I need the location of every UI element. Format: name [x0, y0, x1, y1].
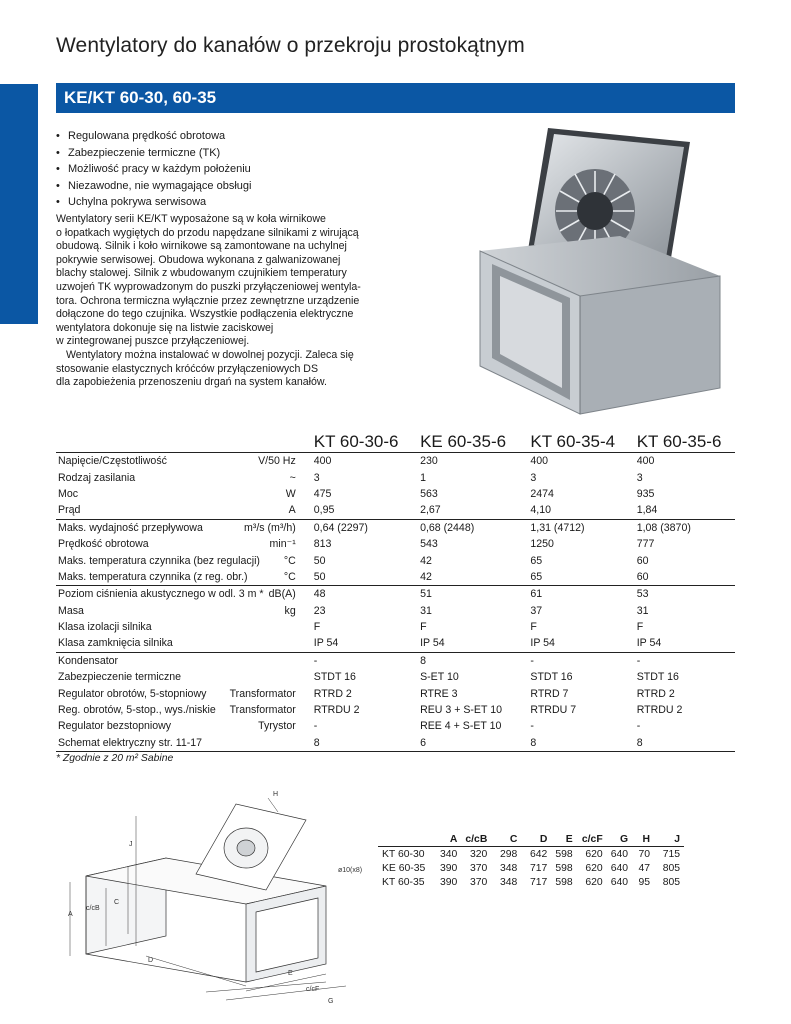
spec-row-label: Masa kg	[56, 603, 312, 619]
spec-cell: RTRD 2	[636, 687, 675, 700]
spec-row-unit: min⁻¹	[269, 538, 296, 551]
bullet-icon: •	[56, 130, 60, 142]
spec-cell: 8	[635, 735, 735, 752]
spec-cell: 8	[420, 654, 426, 667]
spec-row-label: Regulator obrotów, 5-stopniowy Transformator	[56, 685, 312, 701]
spec-row-label: Rodzaj zasilania ~	[56, 469, 312, 485]
spec-row-unit: °C	[283, 554, 296, 567]
spec-row-label: Maks. wydajność przepływowa m³/s (m³/h)	[56, 519, 312, 536]
spec-cell: -	[313, 720, 318, 733]
spec-body	[56, 453, 735, 752]
spec-row	[56, 635, 735, 652]
spec-cell: 0,68 (2448)	[420, 521, 475, 534]
spec-row-unit: kg	[284, 604, 296, 617]
spec-row-label: Schemat elektryczny str. 11-17	[56, 735, 312, 752]
spec-row-unit	[296, 637, 310, 649]
spec-cell: STDT 16	[313, 671, 356, 684]
spec-row-unit: °C	[283, 570, 296, 583]
spec-cell: 1250	[530, 538, 554, 551]
feature-item: • Regulowana prędkość obrotowa	[56, 130, 226, 142]
spec-row-unit: V/50 Hz	[258, 455, 296, 468]
spec-row-label: Moc W	[56, 486, 312, 502]
spec-cell: 400	[636, 455, 655, 468]
bullet-icon: •	[56, 163, 60, 175]
spec-cell: -	[636, 720, 641, 733]
spec-row	[56, 669, 735, 685]
spec-cell: 50	[313, 554, 326, 567]
dim-label-J: J	[129, 841, 133, 848]
spec-row	[56, 685, 735, 701]
spec-cell: 51	[420, 588, 432, 601]
spec-row-label: Poziom ciśnienia akustycznego w odl. 3 m * dB(A)	[56, 586, 312, 603]
spec-cell: STDT 16	[530, 671, 573, 684]
spec-cell: 8	[528, 735, 634, 752]
bullet-icon: •	[56, 146, 60, 159]
spec-cell: 0,64 (2297)	[313, 521, 368, 534]
dim-label-A: A	[68, 911, 73, 918]
spec-cell: 6	[418, 735, 528, 752]
spec-cell: -	[530, 654, 534, 667]
spec-row-unit: m³/s (m³/h)	[243, 521, 296, 534]
dims-cell: 598	[555, 848, 573, 860]
spec-cell: 3	[530, 471, 537, 484]
model-header: KE 60-35-6	[420, 431, 507, 451]
spec-row	[56, 552, 735, 568]
spec-cell: 50	[312, 569, 418, 586]
dims-header-row: A c/cB C D E c/cF G H J	[378, 832, 684, 847]
spec-row-label: Klasa zamknięcia silnika	[56, 635, 312, 652]
dim-label-cF: c/cF	[306, 986, 320, 993]
spec-row-unit: dB(A)	[268, 588, 296, 601]
feature-item: • Niezawodne, nie wymagające obsługi	[56, 179, 252, 192]
spec-cell: RTRDU 7	[530, 704, 577, 717]
spec-cell: IP 54	[528, 635, 634, 652]
spec-cell: 935	[636, 487, 655, 500]
dim-label-G: G	[328, 998, 334, 1005]
feature-item: • Możliwość pracy w każdym położeniu	[56, 163, 251, 175]
dims-cell: 370	[470, 876, 488, 888]
page-title: Wentylatory do kanałów o przekroju prostokątnym	[56, 34, 525, 57]
spec-row	[56, 735, 735, 752]
spec-row-unit	[296, 655, 310, 667]
spec-cell: IP 54	[312, 635, 418, 652]
spec-row-unit	[296, 737, 310, 749]
spec-cell: 543	[420, 538, 438, 551]
spec-cell: S-ET 10	[420, 671, 459, 684]
dims-cell: 640	[610, 848, 629, 860]
description-p2: Wentylatory można instalować w dowolnej pozycji. Zaleca się stosowanie elastycznych króćców przyłączeniowych DS dla zapobieżenia przenoszeniu drgań na system kanałów.	[56, 348, 354, 389]
spec-row-label: Reg. obrotów, 5-stop., wys./niskie Transformator	[56, 702, 312, 718]
spec-cell: 60	[636, 554, 649, 567]
product-banner: KE/KT 60-30, 60-35	[56, 83, 735, 113]
spec-cell: 230	[420, 455, 438, 468]
spec-row-label: Kondensator	[56, 652, 312, 669]
dim-label-hole: ø10(x8)	[338, 867, 363, 874]
dims-cell: 47	[638, 862, 651, 874]
dims-cell: 340	[440, 848, 458, 860]
spec-cell: 813	[313, 538, 332, 551]
spec-row	[56, 519, 735, 536]
spec-row-unit: W	[285, 487, 296, 500]
spec-row-unit	[296, 671, 310, 683]
spec-cell: RTRD 2	[313, 687, 352, 700]
spec-row	[56, 569, 735, 586]
spec-cell: 31	[636, 604, 649, 617]
spec-cell: 31	[420, 604, 432, 617]
dims-model: KT 60-30	[382, 848, 425, 860]
dims-cell: 620	[585, 876, 603, 888]
spec-cell: 48	[313, 588, 326, 601]
spec-cell: 1,31 (4712)	[530, 521, 585, 534]
dim-label-D: D	[148, 957, 154, 964]
spec-row-unit: ~	[289, 471, 296, 484]
spec-row	[56, 469, 735, 485]
dims-cell: 640	[610, 876, 629, 888]
dims-cell: 805	[662, 876, 681, 888]
spec-cell: 777	[636, 538, 655, 551]
spec-cell: IP 54	[635, 635, 735, 652]
spec-row-unit: Transformator	[229, 687, 296, 700]
spec-row	[56, 453, 735, 470]
spec-cell: RTRDU 2	[636, 704, 683, 717]
spec-cell: F	[313, 621, 321, 634]
spec-cell: -	[636, 654, 641, 667]
dims-cell: 298	[500, 848, 518, 860]
bullet-icon: •	[56, 179, 60, 192]
dims-body	[378, 847, 684, 890]
dims-cell: 390	[440, 876, 458, 888]
spec-cell: RTRD 7	[530, 687, 569, 700]
dims-cell: 717	[530, 862, 548, 874]
spec-row	[56, 586, 735, 603]
spec-cell: 2474	[530, 487, 554, 500]
spec-row-unit: Tyrystor	[258, 720, 296, 733]
spec-row	[56, 652, 735, 669]
dimension-drawing	[56, 786, 376, 1014]
spec-cell: RTRDU 2	[313, 704, 360, 717]
spec-cell: 4,10	[528, 502, 634, 519]
spec-cell: -	[313, 654, 318, 667]
spec-cell: -	[530, 720, 534, 733]
spec-cell: RTRE 3	[420, 687, 458, 700]
dims-cell: 640	[610, 862, 629, 874]
spec-cell: 3	[313, 471, 320, 484]
spec-cell: REE 4 + S-ET 10	[420, 720, 502, 733]
spec-cell: 563	[420, 487, 438, 500]
spec-cell: 2,67	[418, 502, 528, 519]
spec-cell: 1,08 (3870)	[636, 521, 691, 534]
spec-row-unit	[296, 621, 310, 633]
spec-cell: IP 54	[418, 635, 528, 652]
footnote: * Zgodnie z 20 m² Sabine	[56, 753, 174, 764]
spec-row-unit: A	[288, 504, 296, 517]
dim-label-C: C	[114, 899, 120, 906]
dims-cell: 348	[500, 862, 518, 874]
dim-label-E: E	[288, 970, 293, 977]
dims-cell: 620	[585, 862, 603, 874]
spec-row	[56, 619, 735, 635]
dims-cell: 715	[662, 848, 681, 860]
spec-cell: F	[530, 621, 537, 634]
dims-row	[378, 875, 684, 889]
dims-cell: 348	[500, 876, 518, 888]
spec-cell: REU 3 + S-ET 10	[420, 704, 503, 717]
spec-row	[56, 486, 735, 502]
spec-row	[56, 718, 735, 734]
description	[56, 213, 371, 390]
dims-cell: 95	[638, 876, 651, 888]
spec-row-label: Prąd A	[56, 502, 312, 519]
feature-list	[56, 128, 251, 211]
model-header: KT 60-35-6	[636, 431, 722, 451]
spec-row	[56, 702, 735, 718]
spec-row-label: Maks. temperatura czynnika (bez regulacji) °C	[56, 552, 312, 568]
spec-cell: 3	[636, 471, 643, 484]
spec-cell: 42	[420, 554, 432, 567]
spec-cell: 65	[530, 554, 543, 567]
spec-cell: 53	[636, 588, 649, 601]
spec-cell: 475	[313, 487, 332, 500]
dims-cell: 805	[662, 862, 681, 874]
bullet-icon: •	[56, 196, 60, 208]
dims-row	[378, 847, 684, 862]
spec-row-unit: Transformator	[229, 704, 296, 717]
spec-cell: 400	[530, 455, 549, 468]
spec-cell: 23	[313, 604, 326, 617]
dims-cell: 620	[585, 848, 603, 860]
spec-cell: 1	[420, 471, 426, 484]
spec-header-row	[56, 431, 735, 453]
dims-cell: 717	[530, 876, 548, 888]
spec-cell: 42	[418, 569, 528, 586]
feature-item: • Zabezpieczenie termiczne (TK)	[56, 146, 221, 159]
spec-cell: 400	[313, 455, 332, 468]
spec-row-label: Zabezpieczenie termiczne	[56, 669, 312, 685]
dims-cell: 390	[440, 862, 458, 874]
fan-photo	[470, 126, 732, 416]
dim-label-cB: c/cB	[86, 905, 100, 912]
spec-row	[56, 603, 735, 619]
spec-table	[56, 431, 735, 752]
spec-cell: F	[420, 621, 427, 634]
spec-cell: F	[636, 621, 644, 634]
side-tab	[0, 84, 38, 324]
feature-item: • Uchylna pokrywa serwisowa	[56, 196, 207, 208]
dim-label-H: H	[273, 791, 279, 798]
spec-row	[56, 536, 735, 552]
dims-model: KE 60-35	[382, 862, 426, 874]
spec-cell: 0,95	[312, 502, 418, 519]
dims-cell: 70	[638, 848, 651, 860]
spec-cell: 65	[528, 569, 634, 586]
dims-cell: 598	[555, 862, 573, 874]
dims-cell: 320	[470, 848, 488, 860]
spec-row-label: Regulator bezstopniowy Tyrystor	[56, 718, 312, 734]
description-p1: Wentylatory serii KE/KT wyposażone są w koła wirnikowe o łopatkach wygiętych do przodu napędzane silnikami z wirującą obudową. Silnik i koło wirnikowe są zamontowane na uchylnej pokrywie serwisowej. Obudowa wykonana z galwanizowanej blachy stalowej. Silnik z wbudowanym czujnikiem temperatury uzwojeń TK wyprowadzonym do puszki przyłączeniowej wentyla- tora. Ochrona termiczna wyłącznie przez zewnętrzne urządzenie dołączone do tego czujnika. Wszystkie podłączenia elektryczne wentylatora dokonuje się na listwie zaciskowej w zintegrowanej puszce przyłączeniowej.	[56, 213, 361, 348]
model-header: KT 60-30-6	[313, 431, 399, 451]
spec-row-label: Maks. temperatura czynnika (z reg. obr.) °C	[56, 569, 312, 586]
spec-cell: 37	[530, 604, 543, 617]
spec-cell: STDT 16	[636, 671, 679, 684]
dims-cell: 370	[470, 862, 488, 874]
dims-cell: 642	[530, 848, 548, 860]
dimensions-table	[378, 832, 684, 889]
spec-cell: 8	[312, 735, 418, 752]
model-header: KT 60-35-4	[530, 431, 616, 451]
dims-model: KT 60-35	[382, 876, 425, 888]
spec-row-label: Prędkość obrotowa min⁻¹	[56, 536, 312, 552]
spec-cell: 60	[635, 569, 735, 586]
dims-row	[378, 861, 684, 875]
spec-cell: 1,84	[635, 502, 735, 519]
spec-row	[56, 502, 735, 519]
spec-row-label: Klasa izolacji silnika	[56, 619, 312, 635]
spec-cell: 61	[530, 588, 543, 601]
dims-cell: 598	[555, 876, 573, 888]
spec-row-label: Napięcie/Częstotliwość V/50 Hz	[56, 453, 312, 470]
